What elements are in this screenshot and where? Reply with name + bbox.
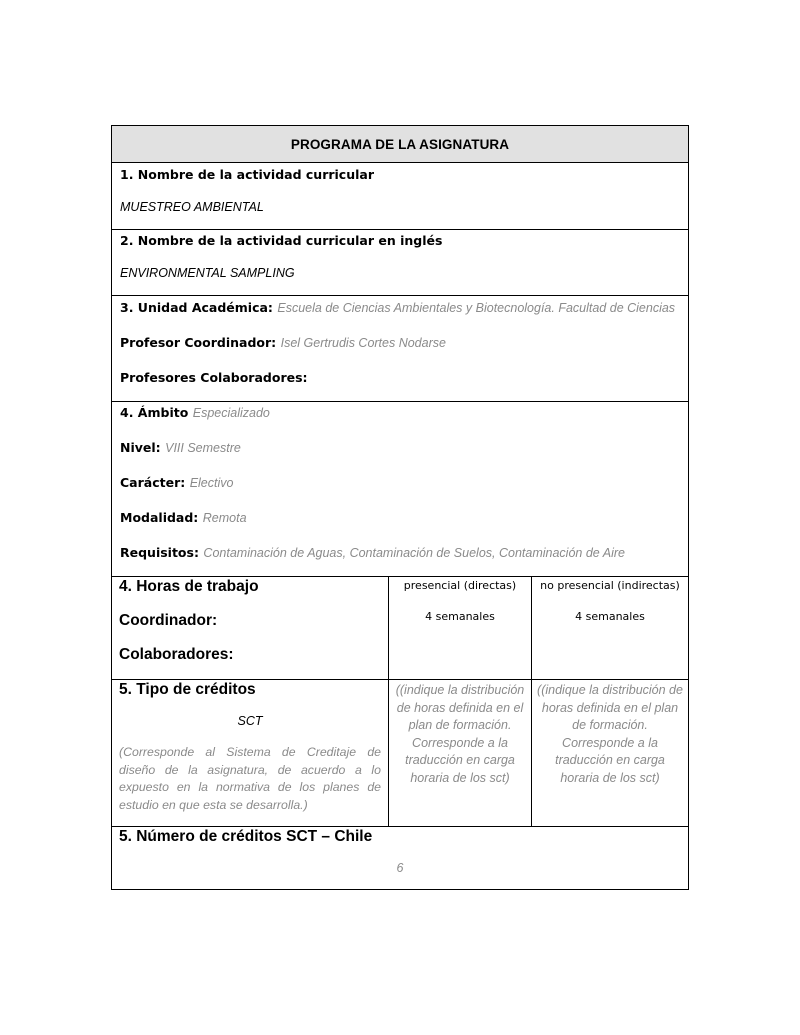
section-academic-unit <box>112 295 688 401</box>
credit-type-value: SCT <box>237 714 263 728</box>
work-hours-labels <box>112 577 388 679</box>
collaborators-label: Profesores Colaboradores: <box>120 370 308 385</box>
scope-label: 4. Ámbito <box>120 405 189 420</box>
section-course-name-english <box>112 229 688 295</box>
credit-type-note: (Corresponde al Sistema de Creditaje de diseño de la asignatura, de acuerdo a lo expuesto en la normativa de los planes de estudio en que esta se desarrolla.) <box>119 745 381 812</box>
course-name-label: 1. Nombre de la actividad curricular <box>120 167 374 182</box>
academic-unit-value: Escuela de Ciencias Ambientales y Biotecnología. Facultad de Ciencias <box>277 301 676 315</box>
presencial-note-column <box>388 680 531 826</box>
form-title: PROGRAMA DE LA ASIGNATURA <box>112 126 688 162</box>
scope-value: Especializado <box>192 406 270 420</box>
coordinator-label: Profesor Coordinador: <box>120 335 277 350</box>
work-hours-title: 4. Horas de trabajo <box>119 578 259 595</box>
modality-value: Remota <box>202 511 247 525</box>
requirements-label: Requisitos: <box>120 545 199 560</box>
no-presencial-note-column <box>531 680 688 826</box>
academic-unit-label: 3. Unidad Académica: <box>120 300 273 315</box>
presencial-column <box>388 577 531 679</box>
level-label: Nivel: <box>120 440 161 455</box>
presencial-note: ((indique la distribución de horas definida en el plan de formación. Corresponde a la traducción en carga horaria de los sct) <box>395 683 525 785</box>
course-name-english-value: ENVIRONMENTAL SAMPLING <box>120 266 295 280</box>
collaborators-line <box>120 369 308 387</box>
program-form <box>111 125 689 890</box>
section-credit-type <box>112 679 688 826</box>
modality-label: Modalidad: <box>120 510 199 525</box>
section-course-name <box>112 162 688 229</box>
section-credit-number <box>112 826 688 889</box>
coordinator-value: Isel Gertrudis Cortes Nodarse <box>280 336 446 350</box>
coordinator-line <box>120 334 446 352</box>
credit-number-value: 6 <box>396 861 404 875</box>
no-presencial-hours: 4 semanales <box>575 610 645 623</box>
presencial-hours: 4 semanales <box>425 610 495 623</box>
requirements-line <box>120 544 625 562</box>
section-scope <box>112 401 688 576</box>
requirements-value: Contaminación de Aguas, Contaminación de Suelos, Contaminación de Aire <box>203 546 625 560</box>
hours-collaborators-label: Colaboradores: <box>119 646 234 663</box>
form-header <box>112 126 688 162</box>
level-value: VIII Semestre <box>165 441 241 455</box>
credit-type-title: 5. Tipo de créditos <box>119 681 256 698</box>
academic-unit-line <box>120 299 675 317</box>
credit-type-info <box>112 680 388 826</box>
no-presencial-column <box>531 577 688 679</box>
section-work-hours <box>112 576 688 679</box>
character-line <box>120 474 233 492</box>
character-label: Carácter: <box>120 475 186 490</box>
character-value: Electivo <box>189 476 234 490</box>
level-line <box>120 439 241 457</box>
course-name-value: MUESTREO AMBIENTAL <box>120 200 264 214</box>
no-presencial-note: ((indique la distribución de horas definida en el plan de formación. Corresponde a la traducción en carga horaria de los sct) <box>537 683 683 785</box>
no-presencial-header: no presencial (indirectas) <box>540 579 680 592</box>
modality-line <box>120 509 247 527</box>
scope-line <box>120 404 270 422</box>
hours-coordinator-label: Coordinador: <box>119 612 218 629</box>
credit-number-title: 5. Número de créditos SCT – Chile <box>119 828 373 845</box>
course-name-english-label: 2. Nombre de la actividad curricular en inglés <box>120 233 443 248</box>
presencial-header: presencial (directas) <box>403 579 517 592</box>
